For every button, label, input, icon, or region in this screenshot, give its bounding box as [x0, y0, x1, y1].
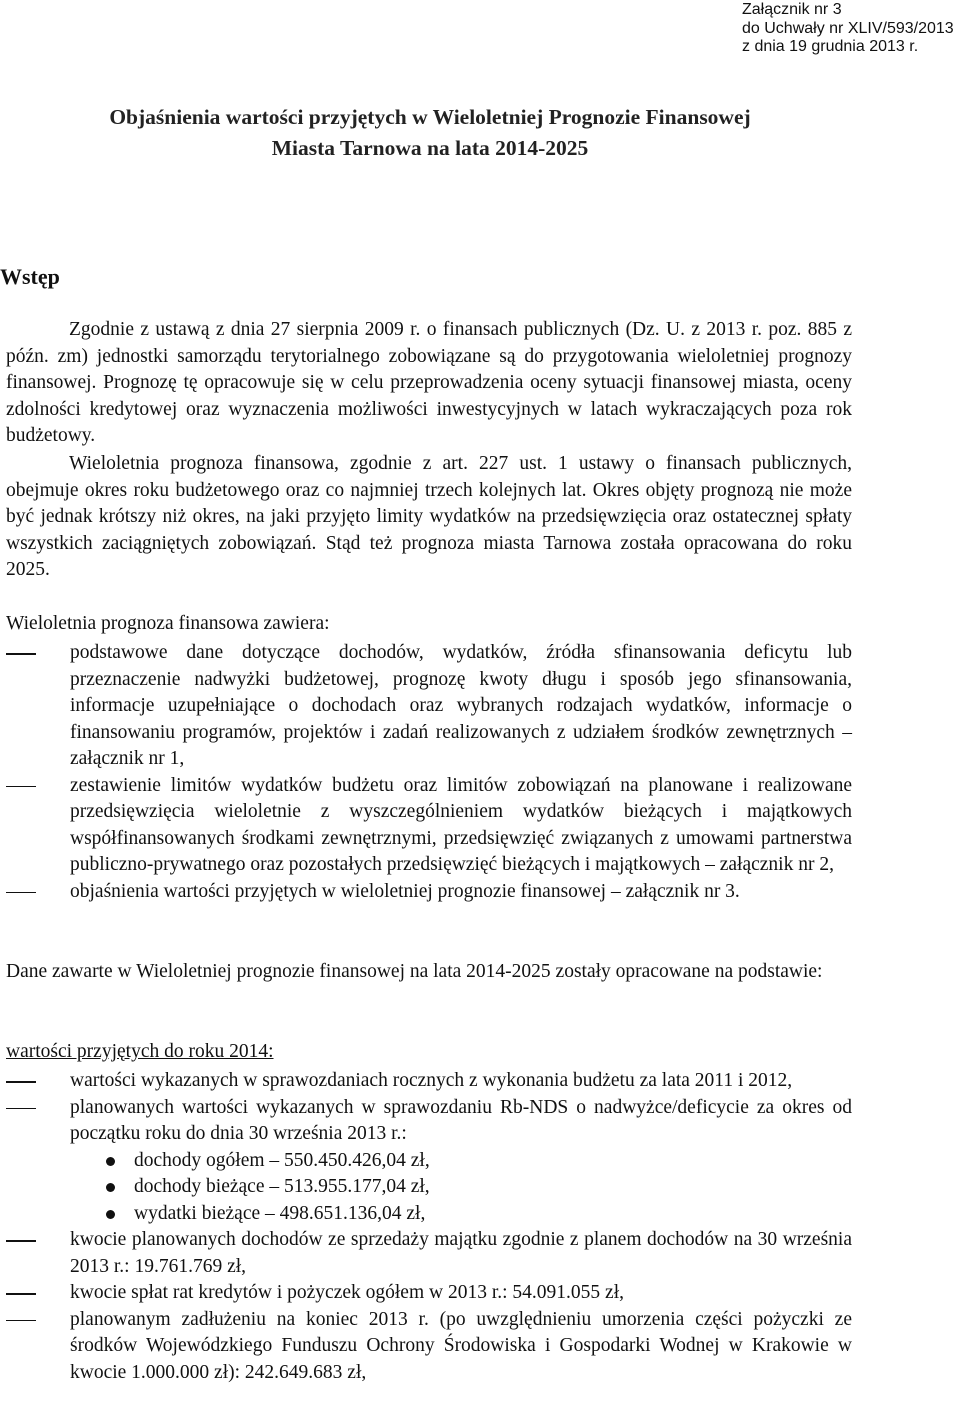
dash-icon [6, 1081, 36, 1083]
bullet-icon [106, 1183, 115, 1192]
basis-list [6, 1068, 852, 1386]
bullet-item: dochody bieżące – 513.955.177,04 zł, [70, 1174, 852, 1201]
list-item: kwocie spłat rat kredytów i pożyczek ogółem w 2013 r.: 54.091.055 zł, [6, 1280, 852, 1307]
list-item: zestawienie limitów wydatków budżetu oraz limitów zobowiązań na planowane i realizowane przedsięwzięcia wieloletnie z wyszczególnieniem wydatków bieżących i majątkowych współfinansowanych środkami zewnętrznymi, przedsięwzięć związanych z umowami partnerstwa publiczno-prywatnego oraz pozostałych przedsięwzięć bieżących i majątkowych – załącznik nr 2, [6, 773, 852, 879]
bullet-list [70, 1148, 852, 1228]
basis-subheading: wartości przyjętych do roku 2014: [6, 1041, 274, 1062]
bullet-icon [106, 1157, 115, 1166]
annex-line-1: Załącznik nr 3 [742, 1, 842, 18]
list-item: kwocie planowanych dochodów ze sprzedaży majątku zgodnie z planem dochodów na 30 września 2013 r.: 19.761.769 zł, [6, 1227, 852, 1280]
contents-list [6, 640, 852, 905]
bullet-icon [106, 1210, 115, 1219]
dash-icon [6, 892, 36, 894]
dash-icon [6, 1240, 36, 1242]
section-heading-intro: Wstęp [0, 264, 60, 289]
dash-icon [6, 653, 36, 655]
dash-icon [6, 786, 36, 788]
list-item: podstawowe dane dotyczące dochodów, wydatków, źródła sfinansowania deficytu lub przeznaczenie nadwyżki budżetowej, prognozę kwoty długu i sposób jego sfinansowania, informacje uzupełniające o dochodach oraz wybranych rodzajach wydatków, informacje o finansowaniu programów, projektów i zadań realizowanych z udziałem środków zewnętrznych – załącznik nr 1, [6, 640, 852, 773]
title-line-2: Miasta Tarnowa na lata 2014-2025 [271, 136, 589, 160]
annex-header [742, 1, 954, 57]
basis-paragraph: Dane zawarte w Wieloletniej prognozie finansowej na lata 2014-2025 zostały opracowane na podstawie: [6, 961, 823, 982]
annex-line-3: z dnia 19 grudnia 2013 r. [742, 38, 919, 55]
annex-line-2: do Uchwały nr XLIV/593/2013 [742, 19, 954, 37]
list-item: wartości wykazanych w sprawozdaniach rocznych z wykonania budżetu za lata 2011 i 2012, [6, 1068, 852, 1095]
contents-lead: Wieloletnia prognoza finansowa zawiera: [6, 613, 330, 634]
bullet-item: wydatki bieżące – 498.651.136,04 zł, [70, 1201, 852, 1228]
title-line-1: Objaśnienia wartości przyjętych w Wieloletniej Prognozie Finansowej [109, 105, 751, 129]
intro-paragraph-1: Zgodnie z ustawą z dnia 27 sierpnia 2009 r. o finansach publicznych (Dz. U. z 2013 r. poz. 885 z późn. zm) jednostki samorządu terytorialnego zobowiązane są do przygotowania wieloletniej prognozy finansowej. Prognozę tę opracowuje się w celu przeprowadzenia oceny sytuacji finansowej miasta, oceny zdolności kredytowej oraz wyznaczenia możliwości inwestycyjnych w latach wykraczających poza rok budżetowy. [6, 319, 852, 446]
bullet-item: dochody ogółem – 550.450.426,04 zł, [70, 1148, 852, 1175]
list-item: planowanym zadłużeniu na koniec 2013 r. (po uwzględnieniu umorzenia części pożyczki ze środków Wojewódzkiego Funduszu Ochrony Środowiska i Gospodarki Wodnej w Krakowie w kwocie 1.000.000 zł): 242.649.683 zł, [6, 1307, 852, 1387]
list-item: objaśnienia wartości przyjętych w wieloletniej prognozie finansowej – załącznik nr 3. [6, 879, 852, 906]
dash-icon [6, 1320, 36, 1322]
dash-icon [6, 1108, 36, 1110]
list-item: planowanych wartości wykazanych w sprawozdaniu Rb-NDS o nadwyżce/deficycie za okres od początku roku do dnia 30 września 2013 r.: dochody ogółem – 550.450.426,04 zł, dochody bieżące – 513.955.177,04 zł, wydatki bieżące – 498.651.136,04 zł, [6, 1095, 852, 1228]
dash-icon [6, 1293, 36, 1295]
intro-paragraph-2: Wieloletnia prognoza finansowa, zgodnie z art. 227 ust. 1 ustawy o finansach publicznych, obejmuje okres roku budżetowego oraz co najmniej trzech kolejnych lat. Okres objęty prognozą nie może być jednak krótszy niż okres, na jaki przyjęto limity wydatków na przedsięwzięcia oraz ostatecznej spłaty wszystkich zaciągniętych zobowiązań. Stąd też prognoza miasta Tarnowa została opracowana do roku 2025. [6, 453, 852, 580]
document-title [0, 102, 860, 164]
